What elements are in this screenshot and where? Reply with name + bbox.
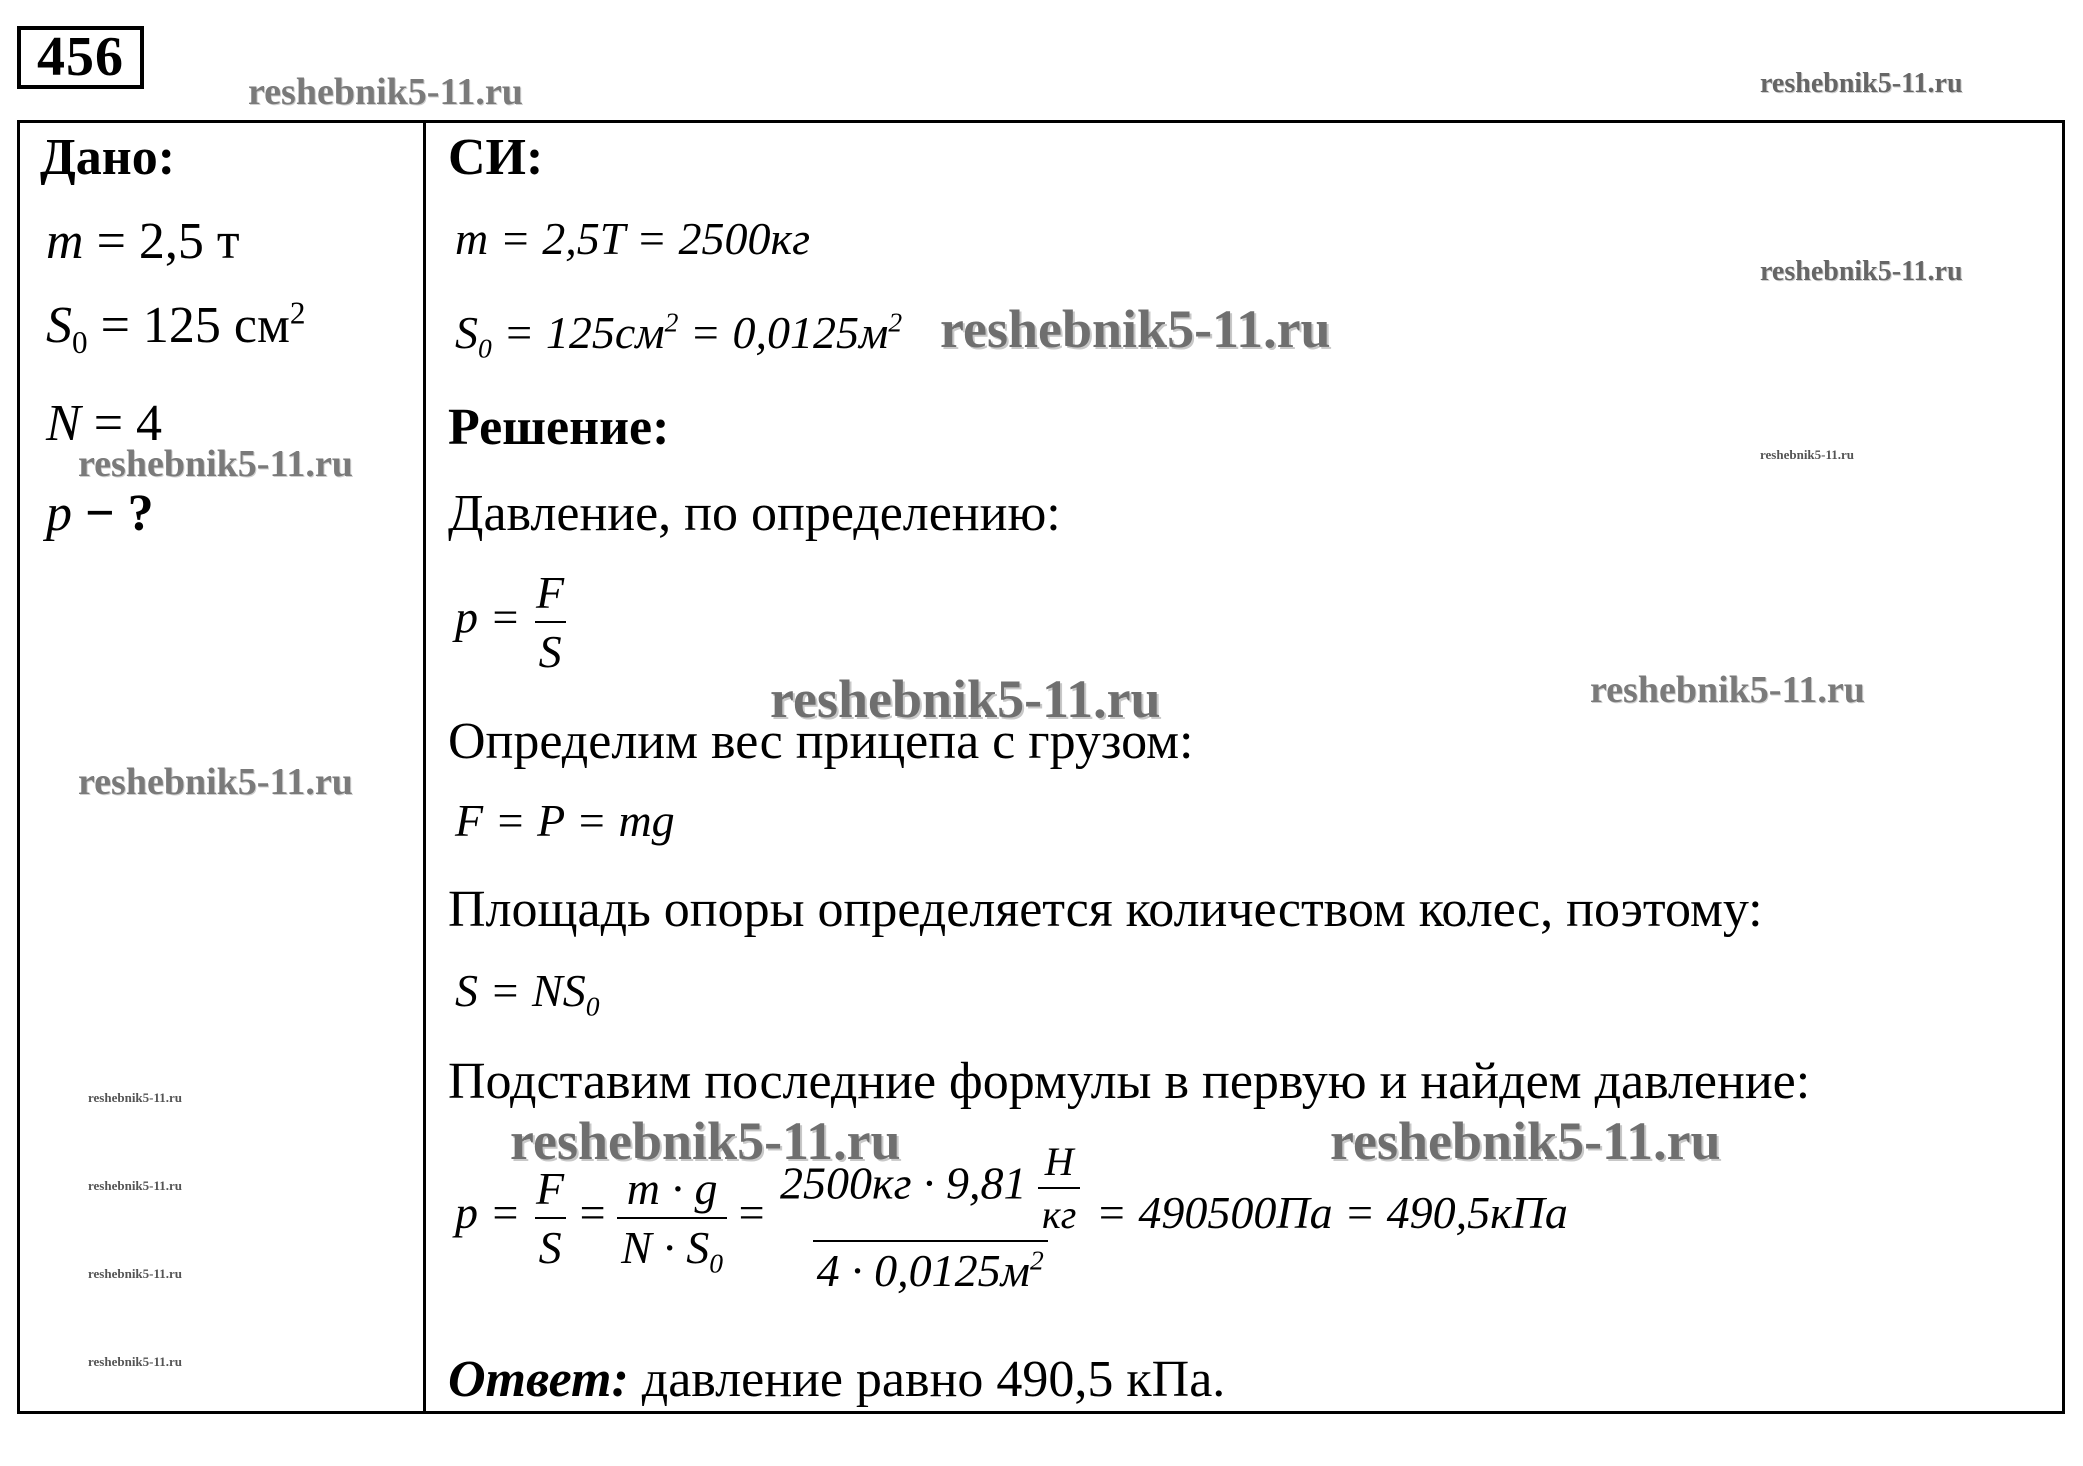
answer-text: давление равно 490,5 кПа. [628,1351,1226,1408]
si-area-sup2: 2 [888,306,903,338]
watermark: reshebnik5-11.ru [510,1111,901,1171]
solution-text-area: Площадь опоры определяется количеством колес, поэтому: [448,881,1763,938]
answer-line [448,1350,1225,1409]
solution-header: Решение: [448,399,670,456]
given-unknown [46,484,154,543]
formula4-f2-num: m · g [626,1162,718,1214]
watermark: reshebnik5-11.ru [1760,68,1963,99]
formula4-f3-num [776,1138,1084,1240]
formula4-f3-den-main: 4 · 0,0125м [816,1245,1030,1296]
area-superscript: 2 [289,295,306,331]
watermark: reshebnik5-11.ru [1760,256,1963,287]
formula4-eq2: = [738,1187,765,1239]
formula-weight: F = P = mg [455,795,675,846]
formula-pressure-definition [455,566,568,678]
formula-area [455,964,600,1022]
given-header: Дано: [40,129,176,186]
formula4-lhs: p = [455,1187,521,1239]
mass-symbol: m [46,213,84,270]
solution-text-definition: Давление, по определению: [448,485,1061,542]
formula4-f2-den-sub: 0 [709,1247,724,1279]
formula4-f2-den [617,1217,727,1279]
formula3-subscript: 0 [585,990,600,1022]
wheels-symbol: N [46,395,81,452]
watermark: reshebnik5-11.ru [78,761,353,803]
formula4-f1-num: F [536,1162,565,1214]
si-area-sup1: 2 [664,306,679,338]
formula4-fraction3 [776,1138,1084,1297]
formula4-result: = 490500Па = 490,5кПа [1095,1187,1568,1239]
watermark: reshebnik5-11.ru [88,1354,183,1369]
si-area-m: = 0,0125м [678,307,889,358]
given-area [46,295,306,360]
si-header: СИ: [448,129,544,186]
watermark: reshebnik5-11.ru [88,1090,183,1105]
watermark: reshebnik5-11.ru [1330,1111,1721,1171]
formula-final [455,1138,1568,1297]
unknown-mark: − ? [85,485,154,542]
watermark: reshebnik5-11.ru [248,71,523,113]
given-wheels [46,394,162,453]
problem-number: 456 [17,26,144,89]
si-area-cm: = 125см [491,307,665,358]
formula4-f3-den [813,1240,1048,1297]
given-mass [46,212,240,271]
si-area-line [455,306,903,364]
formula4-f3-unit-num: Н [1044,1139,1074,1184]
formula1-numerator: F [536,567,565,618]
answer-label: Ответ: [448,1351,629,1408]
watermark: reshebnik5-11.ru [88,1178,183,1193]
formula4-f3-den-sup: 2 [1029,1244,1044,1276]
watermark: reshebnik5-11.ru [1590,669,1865,711]
formula1-lhs: p = [455,591,521,643]
formula4-fraction2 [617,1162,727,1279]
formula4-f3-unit-fraction [1038,1138,1080,1238]
mass-value: = 2,5 т [96,213,240,270]
formula4-eq1: = [579,1187,606,1239]
formula4-f3-num-main: 2500кг · 9,81 [780,1157,1027,1209]
pressure-symbol: p [46,485,72,542]
column-divider [423,120,426,1414]
si-mass-line: m = 2,5T = 2500кг [455,213,811,264]
si-area-symbol: S [455,307,478,358]
formula3-main: S = NS [455,965,586,1016]
formula1-denominator: S [535,621,566,678]
wheels-value: = 4 [93,395,163,452]
solution-text-weight: Определим вес прицепа с грузом: [448,713,1194,770]
area-subscript: 0 [72,324,88,360]
formula4-f1-den: S [535,1217,566,1274]
formula4-fraction1 [532,1162,568,1274]
area-symbol: S [46,297,72,354]
formula4-f3-unit-den: кг [1038,1187,1080,1238]
formula4-f2-den-main: N · S [621,1221,710,1273]
watermark: reshebnik5-11.ru [770,669,1161,729]
si-area-subscript: 0 [478,332,492,364]
watermark: reshebnik5-11.ru [940,299,1331,359]
watermark: reshebnik5-11.ru [1760,447,1855,462]
watermark: reshebnik5-11.ru [88,1266,183,1281]
solution-text-substitute: Подставим последние формулы в первую и найдем давление: [448,1053,1811,1110]
watermark: reshebnik5-11.ru [78,443,353,485]
formula1-fraction [532,566,568,678]
area-value: = 125 см [100,297,290,354]
